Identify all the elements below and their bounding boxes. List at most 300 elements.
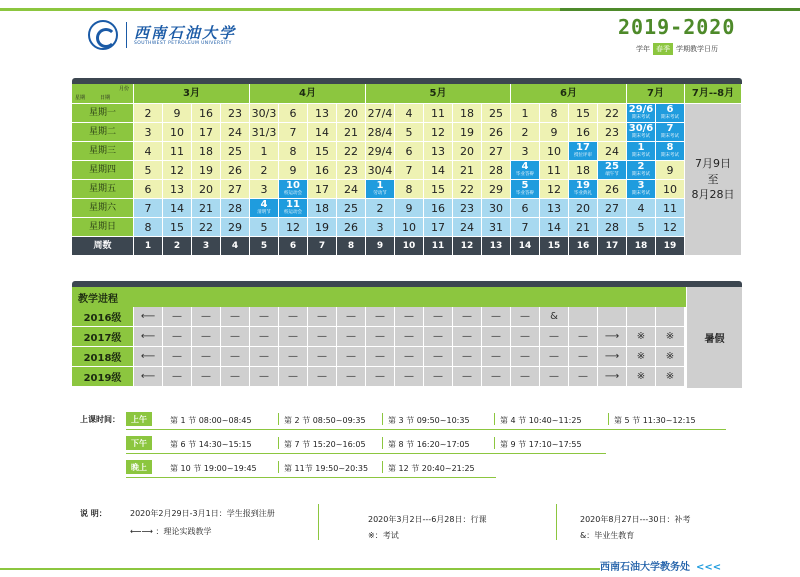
progress-cell: — <box>192 327 221 347</box>
week-number: 14 <box>511 237 540 256</box>
date-cell: 19 <box>308 218 337 237</box>
date-cell: 11 <box>540 161 569 180</box>
progress-cell: — <box>453 367 482 387</box>
academic-year: 2019-2020 <box>618 15 736 39</box>
progress-cell: — <box>192 307 221 327</box>
week-number: 10 <box>395 237 424 256</box>
summer-text-line: 7月9日 <box>695 157 731 171</box>
calendar-corner <box>72 84 134 104</box>
date-cell: 15 <box>308 142 337 161</box>
progress-cell: ⟶ <box>598 327 627 347</box>
progress-cell: ※ <box>627 327 656 347</box>
period-time: 第 2 节 08:50~09:35 <box>284 416 366 425</box>
progress-cell: — <box>482 307 511 327</box>
date-cell: 12 <box>163 161 192 180</box>
progress-cell: — <box>540 347 569 367</box>
date-cell: 16 <box>192 104 221 123</box>
weekday-label: 星期一 <box>72 104 134 123</box>
date-cell: 31 <box>482 218 511 237</box>
progress-cell: — <box>337 307 366 327</box>
date-cell: 25 <box>482 104 511 123</box>
event-date-cell <box>250 199 279 218</box>
date-cell: 17 <box>308 180 337 199</box>
event-date-cell <box>627 123 656 142</box>
date-cell: 21 <box>192 199 221 218</box>
progress-cell: — <box>192 367 221 387</box>
season-badge: 春季 <box>653 43 673 55</box>
afternoon-tag: 下午 <box>126 436 152 450</box>
grade-label: 2019级 <box>72 367 134 387</box>
date-cell: 30/3 <box>250 104 279 123</box>
period-time: 第 12 节 20:40~21:25 <box>388 464 475 473</box>
week-number: 9 <box>366 237 395 256</box>
period-separator <box>608 413 609 425</box>
event-date: 2 <box>637 161 645 173</box>
date-cell: 10 <box>540 142 569 161</box>
progress-cell: — <box>163 367 192 387</box>
weekday-label: 星期日 <box>72 218 134 237</box>
note-graduate-education: &：毕业生教育 <box>580 531 635 540</box>
date-cell: 14 <box>540 218 569 237</box>
date-cell: 29 <box>221 218 250 237</box>
date-cell: 27 <box>221 180 250 199</box>
progress-cell: — <box>366 307 395 327</box>
notes-label: 说 明： <box>80 509 107 518</box>
progress-cell: — <box>453 327 482 347</box>
progress-cell <box>627 307 656 327</box>
emblem-icon <box>88 20 118 50</box>
period-row-line <box>126 453 606 454</box>
header-line-left <box>0 8 560 11</box>
note-exam: ※：考试 <box>368 531 399 540</box>
date-cell: 28/4 <box>366 123 395 142</box>
date-cell: 26 <box>598 180 627 199</box>
event-label: 期末考试 <box>632 153 650 159</box>
note-classes: 2020年3月2日---6月28日：行课 <box>368 515 487 524</box>
date-cell: 11 <box>424 104 453 123</box>
week-number: 18 <box>627 237 656 256</box>
period-row-line <box>126 477 496 478</box>
event-date: 4 <box>521 161 529 173</box>
period-time: 第 3 节 09:50~10:35 <box>388 416 470 425</box>
event-label: 期末考试 <box>632 115 650 121</box>
progress-cell: — <box>308 367 337 387</box>
date-cell: 13 <box>308 104 337 123</box>
progress-cell <box>656 307 685 327</box>
period-separator <box>382 461 383 473</box>
date-cell: 23 <box>598 123 627 142</box>
date-cell: 9 <box>163 104 192 123</box>
date-cell: 22 <box>337 142 366 161</box>
period-separator <box>278 461 279 473</box>
event-date: 5 <box>521 180 529 192</box>
logo-divider <box>126 22 127 48</box>
progress-cell <box>598 307 627 327</box>
event-label: 校运动会 <box>284 210 302 216</box>
progress-cell: — <box>511 367 540 387</box>
progress-cell: & <box>540 307 569 327</box>
date-cell: 5 <box>250 218 279 237</box>
event-label: 校运动会 <box>284 191 302 197</box>
month-header: 5月 <box>366 84 511 104</box>
progress-cell: — <box>250 307 279 327</box>
event-date: 30/6 <box>628 123 654 135</box>
progress-cell: — <box>366 347 395 367</box>
period-separator <box>494 413 495 425</box>
date-cell: 22 <box>598 104 627 123</box>
note-practice: ⟵⟶ ：理论实践教学 <box>130 527 212 536</box>
progress-cell: — <box>395 327 424 347</box>
period-time: 第 5 节 11:30~12:15 <box>614 416 696 425</box>
date-cell: 7 <box>134 199 163 218</box>
date-cell: 4 <box>134 142 163 161</box>
date-cell: 26 <box>337 218 366 237</box>
week-number: 8 <box>337 237 366 256</box>
date-cell: 24 <box>337 180 366 199</box>
date-cell: 26 <box>221 161 250 180</box>
date-cell: 21 <box>569 218 598 237</box>
event-date-cell <box>627 104 656 123</box>
date-cell: 2 <box>511 123 540 142</box>
progress-cell: — <box>569 367 598 387</box>
event-label: 毕业典礼 <box>574 191 592 197</box>
date-cell: 31/3 <box>250 123 279 142</box>
corner-month-label: 月份 <box>118 86 129 92</box>
event-date-cell <box>511 161 540 180</box>
date-cell: 19 <box>192 161 221 180</box>
period-separator <box>278 437 279 449</box>
date-cell: 16 <box>308 161 337 180</box>
progress-cell: — <box>424 347 453 367</box>
grade-label: 2017级 <box>72 327 134 347</box>
progress-cell: — <box>482 327 511 347</box>
weekday-label: 星期二 <box>72 123 134 142</box>
date-cell: 30/4 <box>366 161 395 180</box>
event-label: 端午节 <box>605 172 619 178</box>
header-line-right <box>560 8 800 11</box>
weekday-label: 星期五 <box>72 180 134 199</box>
date-cell: 18 <box>308 199 337 218</box>
event-date: 1 <box>376 180 384 192</box>
date-cell: 9 <box>540 123 569 142</box>
month-header: 4月 <box>250 84 366 104</box>
period-time: 第 11节 19:50~20:35 <box>284 464 369 473</box>
progress-cell: ※ <box>656 327 685 347</box>
progress-cell: — <box>395 307 424 327</box>
week-number: 19 <box>656 237 685 256</box>
progress-cell: — <box>308 327 337 347</box>
date-cell: 20 <box>337 104 366 123</box>
date-cell: 6 <box>395 142 424 161</box>
progress-cell: — <box>221 347 250 367</box>
university-logo <box>88 20 248 54</box>
date-cell: 18 <box>453 104 482 123</box>
date-cell: 24 <box>453 218 482 237</box>
event-date-cell <box>627 142 656 161</box>
week-number: 4 <box>221 237 250 256</box>
teaching-calendar-table <box>72 78 742 264</box>
grade-label: 2018级 <box>72 347 134 367</box>
event-label: 毕业答辩 <box>516 191 534 197</box>
date-cell: 3 <box>511 142 540 161</box>
period-time: 第 10 节 19:00~19:45 <box>170 464 257 473</box>
summer-holiday-cell: 暑假 <box>686 287 742 388</box>
date-cell: 23 <box>221 104 250 123</box>
week-number: 11 <box>424 237 453 256</box>
progress-cell: ※ <box>656 367 685 387</box>
date-cell: 4 <box>395 104 424 123</box>
week-number-label: 周数 <box>72 237 134 256</box>
week-number: 6 <box>279 237 308 256</box>
progress-cell: — <box>424 327 453 347</box>
event-date-cell <box>627 161 656 180</box>
period-row-line <box>126 429 726 430</box>
date-cell: 14 <box>308 123 337 142</box>
progress-cell: — <box>511 307 540 327</box>
date-cell: 21 <box>337 123 366 142</box>
week-number: 13 <box>482 237 511 256</box>
date-cell: 13 <box>424 142 453 161</box>
summer-text-line: 至 <box>707 172 719 186</box>
date-cell: 28 <box>221 199 250 218</box>
date-cell: 16 <box>424 199 453 218</box>
progress-cell: — <box>569 327 598 347</box>
event-label: 期末考试 <box>661 134 679 140</box>
progress-cell: — <box>337 347 366 367</box>
event-date: 19 <box>576 180 590 192</box>
event-date: 10 <box>286 180 300 192</box>
date-cell: 8 <box>540 104 569 123</box>
notes-divider-2 <box>556 504 557 540</box>
progress-cell: — <box>511 327 540 347</box>
class-times <box>72 404 742 492</box>
progress-cell: — <box>395 367 424 387</box>
progress-cell: ⟶ <box>598 347 627 367</box>
summer-period <box>685 104 742 256</box>
progress-cell: — <box>366 327 395 347</box>
period-time: 第 7 节 15:20~16:05 <box>284 440 366 449</box>
date-cell: 1 <box>511 104 540 123</box>
progress-cell: ⟵ <box>134 307 163 327</box>
event-label: 期末考试 <box>661 115 679 121</box>
week-number: 17 <box>598 237 627 256</box>
date-cell: 21 <box>453 161 482 180</box>
logo-chinese-name: 西南石油大学 <box>134 24 237 42</box>
event-date: 25 <box>605 161 619 173</box>
progress-cell: ⟵ <box>134 367 163 387</box>
date-cell: 10 <box>395 218 424 237</box>
date-cell: 5 <box>627 218 656 237</box>
progress-cell: — <box>163 307 192 327</box>
date-cell: 2 <box>366 199 395 218</box>
progress-cell: — <box>482 367 511 387</box>
progress-cell: — <box>279 327 308 347</box>
date-cell: 9 <box>395 199 424 218</box>
date-cell: 10 <box>656 180 685 199</box>
logo-english-name: SOUTHWEST PETROLEUM UNIVERSITY <box>134 41 232 46</box>
event-label: 期末考试 <box>632 191 650 197</box>
date-cell: 1 <box>250 142 279 161</box>
progress-cell: ⟵ <box>134 327 163 347</box>
date-cell: 30 <box>482 199 511 218</box>
date-cell: 8 <box>395 180 424 199</box>
date-cell: 14 <box>163 199 192 218</box>
period-separator <box>278 413 279 425</box>
progress-cell: — <box>540 327 569 347</box>
date-cell: 6 <box>511 199 540 218</box>
event-date-cell <box>279 180 308 199</box>
date-cell: 18 <box>569 161 598 180</box>
date-cell: 12 <box>279 218 308 237</box>
date-cell: 29 <box>482 180 511 199</box>
footer-office <box>600 558 721 573</box>
teaching-progress-table <box>72 281 742 388</box>
corner-week-label: 星期 <box>75 95 86 101</box>
event-label: 授位评审 <box>574 153 592 159</box>
event-label: 期末考试 <box>661 153 679 159</box>
date-cell: 22 <box>453 180 482 199</box>
date-cell: 9 <box>279 161 308 180</box>
week-number: 5 <box>250 237 279 256</box>
date-cell: 17 <box>424 218 453 237</box>
date-cell: 12 <box>540 180 569 199</box>
event-date: 3 <box>637 180 645 192</box>
progress-cell: — <box>453 307 482 327</box>
progress-cell: — <box>395 347 424 367</box>
progress-cell: — <box>569 347 598 367</box>
event-date: 4 <box>260 199 268 211</box>
date-cell: 3 <box>250 180 279 199</box>
period-separator <box>382 437 383 449</box>
event-date-cell <box>366 180 395 199</box>
weekday-label: 星期三 <box>72 142 134 161</box>
period-separator <box>494 437 495 449</box>
month-header: 6月 <box>511 84 627 104</box>
period-time: 第 1 节 08:00~08:45 <box>170 416 252 425</box>
event-date-cell <box>598 161 627 180</box>
progress-cell: — <box>279 347 308 367</box>
date-cell: 19 <box>453 123 482 142</box>
date-cell: 27 <box>482 142 511 161</box>
progress-cell: — <box>482 347 511 367</box>
event-label: 期末考试 <box>632 172 650 178</box>
period-time: 第 4 节 10:40~11:25 <box>500 416 582 425</box>
footer-line <box>0 568 600 570</box>
progress-cell: — <box>163 347 192 367</box>
progress-title: 教学进程 <box>72 287 686 307</box>
progress-cell: ※ <box>627 367 656 387</box>
period-time: 第 9 节 17:10~17:55 <box>500 440 582 449</box>
calendar-subtitle <box>636 43 718 55</box>
date-cell: 27 <box>598 199 627 218</box>
date-cell: 24 <box>598 142 627 161</box>
progress-cell: — <box>337 367 366 387</box>
progress-cell: — <box>250 327 279 347</box>
grade-label: 2016级 <box>72 307 134 327</box>
summer-month-header: 7月--8月 <box>685 84 742 104</box>
date-cell: 3 <box>366 218 395 237</box>
event-date-cell <box>656 123 685 142</box>
class-times-label: 上课时间： <box>80 415 120 424</box>
date-cell: 2 <box>134 104 163 123</box>
footer-arrows: <<< <box>696 562 722 573</box>
progress-cell: — <box>221 307 250 327</box>
progress-cell: ※ <box>627 347 656 367</box>
progress-cell: — <box>424 367 453 387</box>
date-cell: 23 <box>453 199 482 218</box>
progress-cell: — <box>511 347 540 367</box>
week-number: 7 <box>308 237 337 256</box>
date-cell: 26 <box>482 123 511 142</box>
event-date: 29/6 <box>628 104 654 116</box>
date-cell: 22 <box>192 218 221 237</box>
note-makeup-exam: 2020年8月27日---30日：补考 <box>580 515 691 524</box>
progress-cell: — <box>308 307 337 327</box>
event-date-cell <box>627 180 656 199</box>
note-registration: 2020年2月29日-3月1日：学生报到注册 <box>130 509 275 518</box>
event-date-cell <box>656 104 685 123</box>
date-cell: 10 <box>163 123 192 142</box>
week-number: 1 <box>134 237 163 256</box>
event-date-cell <box>569 142 598 161</box>
date-cell: 16 <box>569 123 598 142</box>
progress-cell: ⟵ <box>134 347 163 367</box>
date-cell: 12 <box>656 218 685 237</box>
date-cell: 20 <box>453 142 482 161</box>
progress-cell: ※ <box>656 347 685 367</box>
date-cell: 13 <box>163 180 192 199</box>
progress-cell: — <box>540 367 569 387</box>
date-cell: 27/4 <box>366 104 395 123</box>
date-cell: 2 <box>250 161 279 180</box>
event-date-cell <box>656 142 685 161</box>
date-cell: 25 <box>337 199 366 218</box>
progress-cell: — <box>279 307 308 327</box>
date-cell: 28 <box>598 218 627 237</box>
date-cell: 15 <box>424 180 453 199</box>
date-cell: 20 <box>569 199 598 218</box>
date-cell: 17 <box>192 123 221 142</box>
morning-tag: 上午 <box>126 412 152 426</box>
date-cell: 12 <box>424 123 453 142</box>
notes-divider-1 <box>318 504 319 540</box>
date-cell: 4 <box>627 199 656 218</box>
date-cell: 9 <box>656 161 685 180</box>
date-cell: 8 <box>279 142 308 161</box>
progress-cell: — <box>250 347 279 367</box>
date-cell: 7 <box>279 123 308 142</box>
progress-cell: — <box>221 327 250 347</box>
progress-cell: — <box>453 347 482 367</box>
event-date-cell <box>511 180 540 199</box>
corner-day-label: 日期 <box>100 95 111 101</box>
period-separator <box>382 413 383 425</box>
event-date: 6 <box>666 104 674 116</box>
event-date: 17 <box>576 142 590 154</box>
progress-cell: — <box>163 327 192 347</box>
week-number: 16 <box>569 237 598 256</box>
week-number: 3 <box>192 237 221 256</box>
progress-cell: ⟶ <box>598 367 627 387</box>
date-cell: 5 <box>395 123 424 142</box>
event-label: 劳动节 <box>373 191 387 197</box>
date-cell: 11 <box>656 199 685 218</box>
week-number: 2 <box>163 237 192 256</box>
date-cell: 5 <box>134 161 163 180</box>
subtitle-prefix: 学年 <box>636 45 650 53</box>
event-date: 1 <box>637 142 645 154</box>
progress-cell: — <box>250 367 279 387</box>
